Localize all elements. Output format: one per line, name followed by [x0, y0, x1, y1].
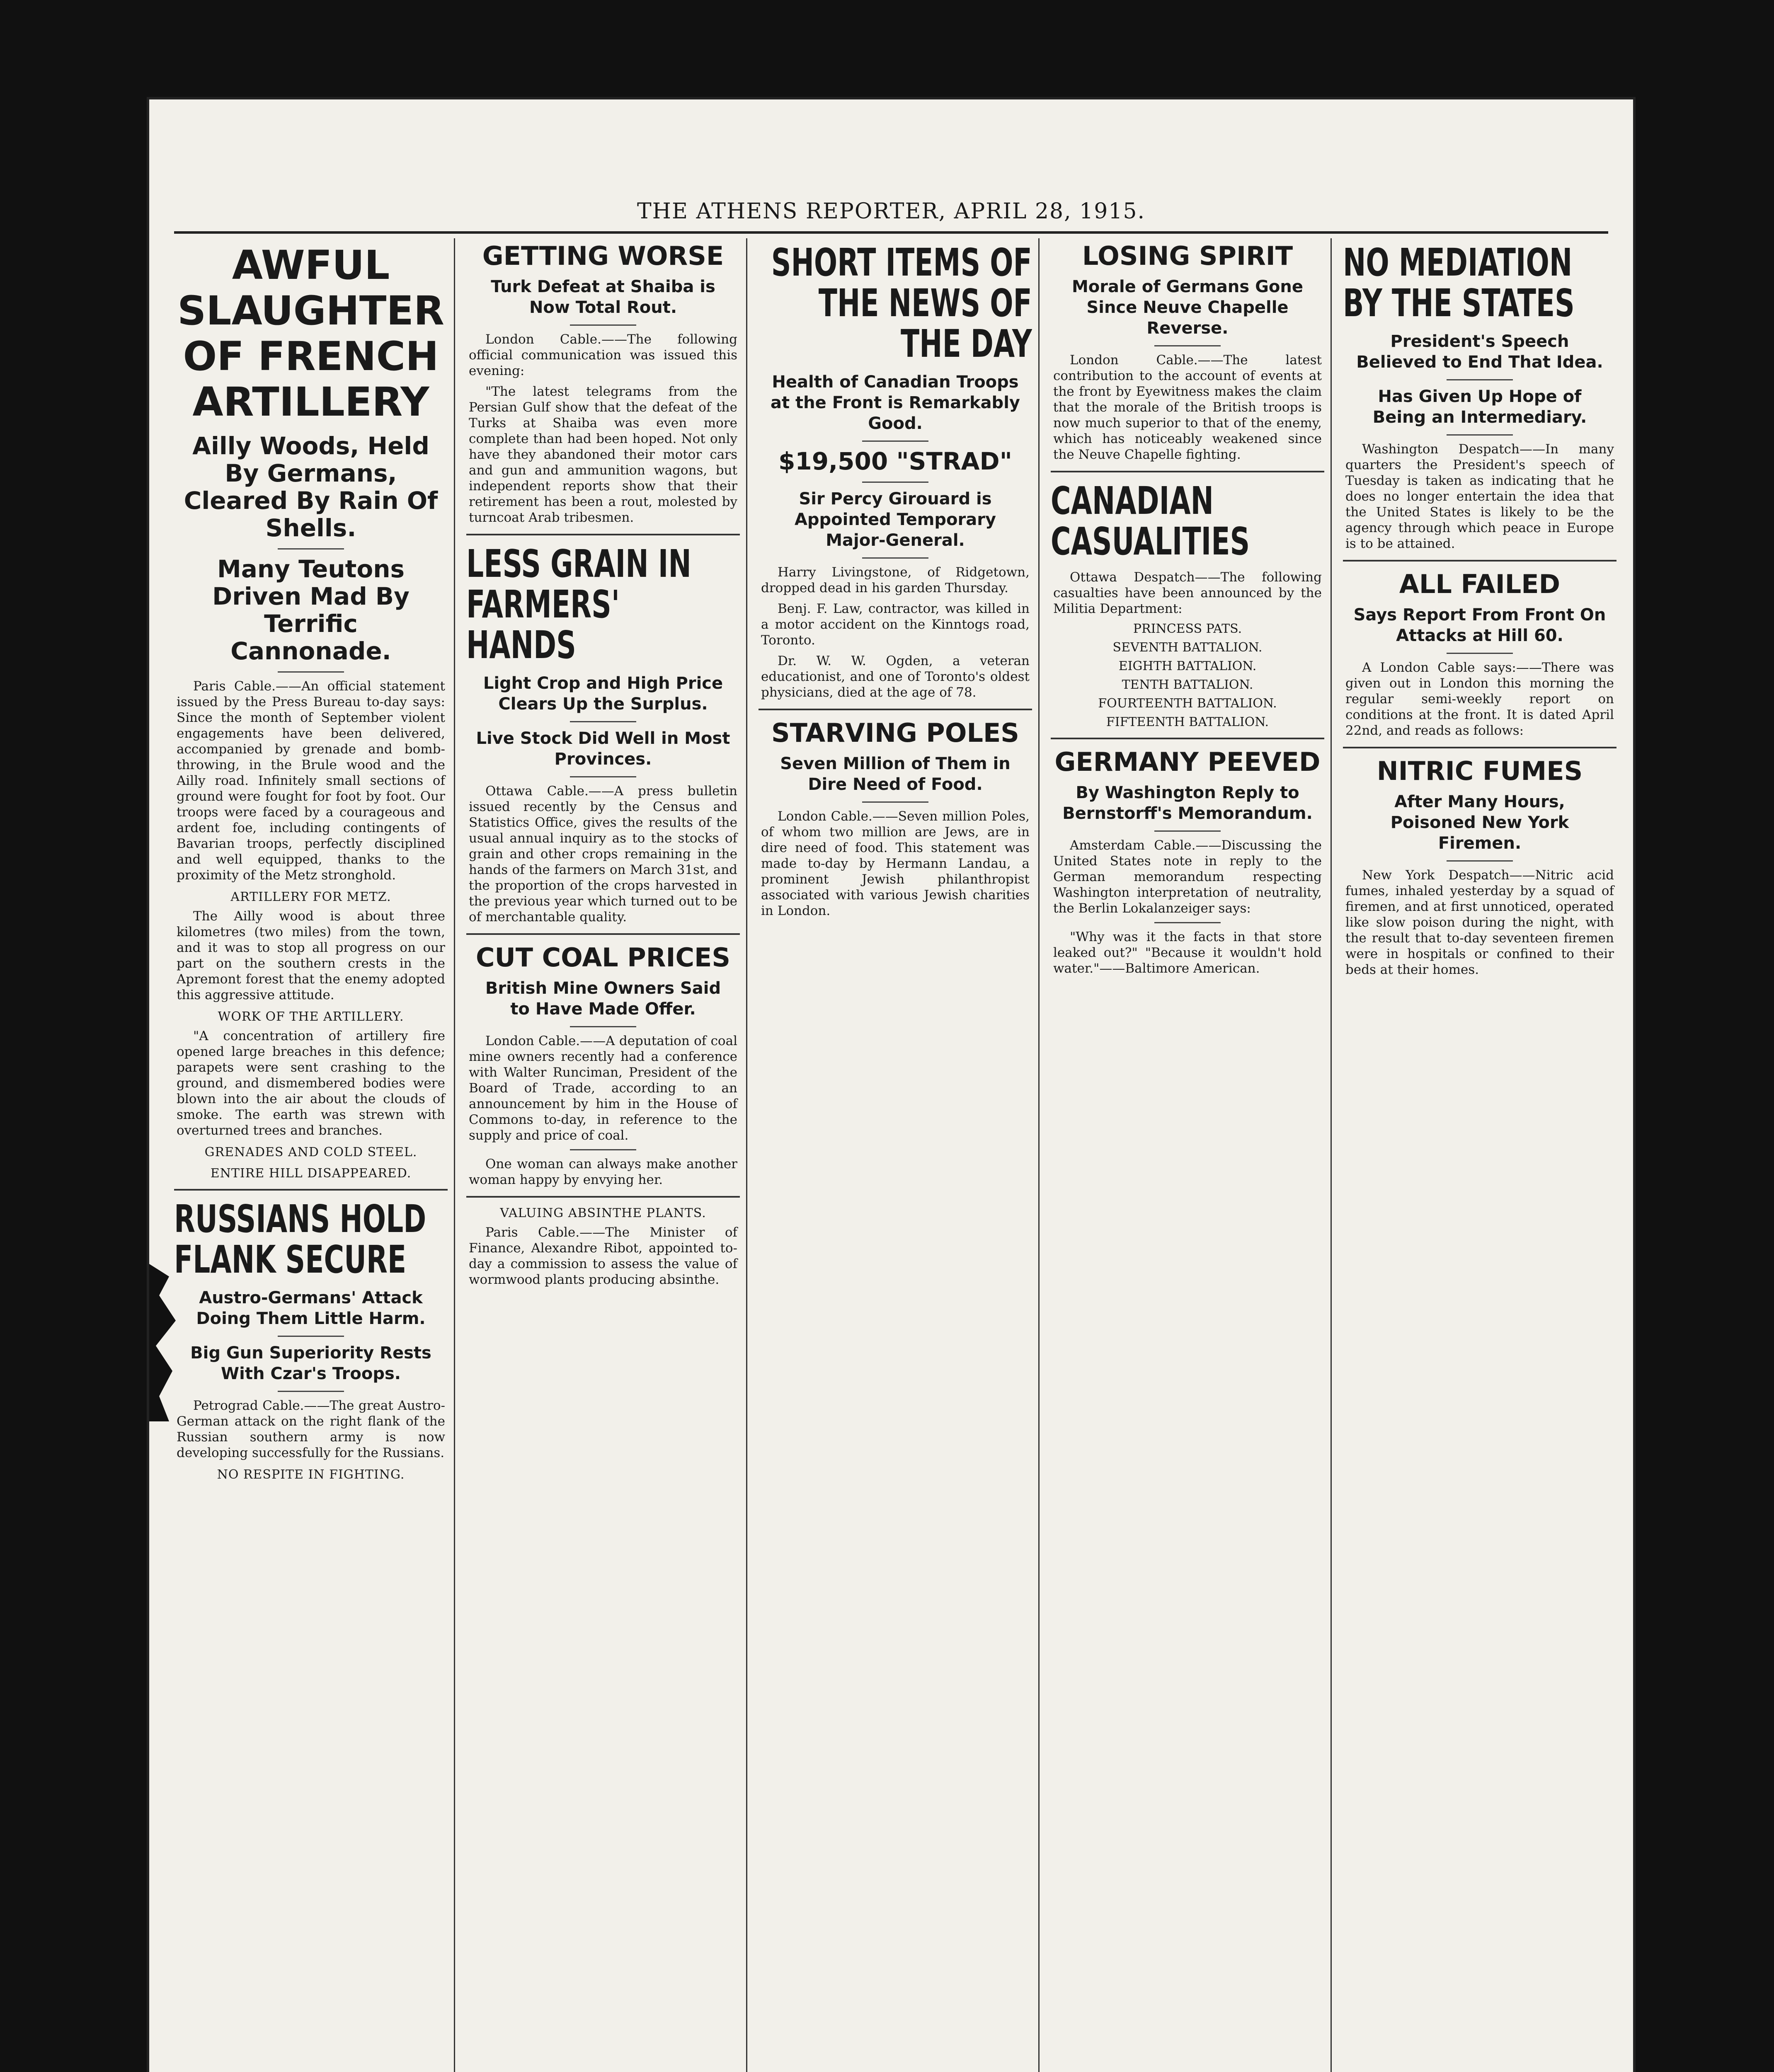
column-rule — [454, 238, 455, 2072]
article-artillery — [174, 242, 448, 1181]
divider — [570, 1026, 636, 1027]
headline: CANADIAN CASUALITIES — [1051, 479, 1250, 564]
paragraph: A London Cable says:——There was given out in London this morning the regular semi-weekly report on conditions at the front. It is dated April 22nd, and reads as follows: — [1345, 660, 1614, 738]
paragraph: Benj. F. Law, contractor, was killed in a motor accident on the Kinntogs road, Toronto. — [761, 601, 1030, 648]
divider — [278, 548, 344, 549]
deck: Health of Canadian Troops at the Front is Remarkably Good. — [771, 373, 1020, 433]
subhead: TENTH BATTALION. — [1122, 678, 1253, 692]
deck: After Many Hours, Poisoned New York Firemen. — [1390, 792, 1569, 853]
deck: Morale of Germans Gone Since Neuve Chapelle Reverse. — [1071, 277, 1304, 338]
paragraph: "The latest telegrams from the Persian Gulf show that the defeat of the Turks at Shaiba was even more complete than had been hoped. Not only have they abandoned their motor cars and gun and ammunition wagons, but independent reports show that their retirement has been a rout, molested by turncoat Arab tribesmen. — [469, 384, 737, 525]
paragraph: Paris Cable.——The Minister of Finance, Alexandre Ribot, appointed to-day a commission to assess the value of wormwood plants producing absinthe. — [469, 1225, 737, 1287]
subhead: VALUING ABSINTHE PLANTS. — [500, 1206, 706, 1220]
article-casualties — [1051, 481, 1324, 729]
divider — [862, 482, 928, 483]
divider — [862, 557, 928, 559]
article-divider — [1051, 738, 1324, 739]
article-starving-poles — [759, 719, 1032, 919]
column-2 — [466, 238, 740, 2072]
divider — [570, 721, 636, 722]
article-divider — [174, 1189, 448, 1191]
headline: NO MEDIATION BY THE STATES — [1343, 240, 1575, 325]
deck: Big Gun Superiority Rests With Czar's Troops. — [190, 1343, 431, 1383]
paragraph: "Why was it the facts in that store leaked out?" "Because it wouldn't hold water."——Baltimore American. — [1053, 929, 1322, 976]
divider — [278, 671, 344, 673]
paragraph: Dr. W. W. Ogden, a veteran educationist, and one of Toronto's oldest physicians, died at the age of 78. — [761, 654, 1030, 700]
deck: Seven Million of Them in Dire Need of Food. — [780, 754, 1011, 794]
article-divider — [1343, 560, 1616, 562]
paragraph: Petrograd Cable.——The great Austro-German attack on the right flank of the Russian southern army is now developing successfully for the Russians. — [177, 1398, 445, 1460]
divider — [278, 1391, 344, 1392]
divider — [570, 776, 636, 777]
masthead-rule — [174, 231, 1608, 234]
column-rule — [1038, 238, 1040, 2072]
column-3 — [759, 238, 1032, 2072]
article-getting-worse — [466, 242, 740, 525]
paragraph: New York Despatch——Nitric acid fumes, inhaled yesterday by a squad of firemen, and at first unnoticed, operated like slow poison during the night, with the result that to-day seventeen firemen were in hospitals or confined to their beds at their homes. — [1345, 868, 1614, 977]
subhead: FOURTEENTH BATTALION. — [1098, 696, 1277, 711]
subhead: PRINCESS PATS. — [1133, 622, 1242, 636]
divider — [1154, 830, 1221, 832]
article-nitric-fumes — [1343, 757, 1616, 978]
article-less-grain — [466, 544, 740, 925]
divider — [862, 441, 928, 442]
article-divider — [466, 1196, 740, 1198]
deck: Turk Defeat at Shaiba is Now Total Rout. — [491, 277, 715, 317]
column-5 — [1343, 238, 1616, 2072]
deck: By Washington Reply to Bernstorff's Memorandum. — [1062, 783, 1313, 823]
article-divider — [466, 933, 740, 935]
subhead: WORK OF THE ARTILLERY. — [218, 1009, 404, 1024]
subhead: GRENADES AND COLD STEEL. — [204, 1145, 417, 1159]
paragraph: Ottawa Cable.——A press bulletin issued recently by the Census and Statistics Office, gives the results of the usual annual inquiry as to the stocks of grain and other crops remaining in the hands of the farmers on March 31st, and the proportion of the crops harvested in the previous year which turned out to be of merchantable quality. — [469, 784, 737, 925]
divider — [1154, 345, 1221, 346]
divider — [278, 1336, 344, 1337]
divider — [1154, 922, 1221, 923]
deck: Light Crop and High Price Clears Up the Surplus. — [483, 674, 723, 714]
subhead: SEVENTH BATTALION. — [1112, 640, 1263, 655]
headline: GETTING WORSE — [482, 241, 724, 271]
paragraph: Amsterdam Cable.——Discussing the United States note in reply to the German memorandum respecting Washington interpretation of neutrality, the Berlin Lokalanzeiger says: — [1053, 838, 1322, 916]
subhead: EIGHTH BATTALION. — [1118, 659, 1257, 673]
headline: ALL FAILED — [1399, 569, 1561, 599]
headline: LESS GRAIN IN FARMERS' HANDS — [466, 542, 691, 667]
deck: Live Stock Did Well in Most Provinces. — [476, 729, 730, 769]
paragraph: London Cable.——A deputation of coal mine owners recently had a conference with Walter Runciman, President of the Board of Trade, according to an announcement by him in the House of Commons to-day, in reference to the supply and price of coal. — [469, 1034, 737, 1143]
headline: SHORT ITEMS OF THE NEWS OF THE DAY — [771, 240, 1032, 366]
deck: Sir Percy Girouard is Appointed Temporary Major-General. — [794, 489, 996, 550]
headline: STARVING POLES — [771, 718, 1019, 748]
subhead: NO RESPITE IN FIGHTING. — [217, 1467, 405, 1482]
divider — [570, 324, 636, 326]
headline: NITRIC FUMES — [1377, 756, 1583, 786]
deck: Says Report From Front On Attacks at Hill 60. — [1353, 605, 1606, 645]
article-absinthe — [466, 1206, 740, 1288]
article-divider — [1343, 747, 1616, 748]
deck: British Mine Owners Said to Have Made Offer. — [485, 979, 721, 1019]
divider — [862, 801, 928, 803]
headline: AWFUL SLAUGHTER OF FRENCH ARTILLERY — [177, 242, 444, 425]
article-divider — [466, 534, 740, 535]
paragraph: One woman can always make another woman happy by envying her. — [469, 1157, 737, 1187]
divider — [570, 1149, 636, 1150]
deck: Ailly Woods, Held By Germans, Cleared By Rain Of Shells. — [184, 432, 438, 542]
column-rule — [1330, 238, 1332, 2072]
deck: President's Speech Believed to End That Idea. — [1356, 332, 1603, 372]
deck: Many Teutons Driven Mad By Terrific Cannonade. — [212, 555, 410, 665]
paragraph: London Cable.——The following official communication was issued this evening: — [469, 332, 737, 378]
paragraph: The Ailly wood is about three kilometres (two miles) from the town, and it was to stop all progress on our part on the southern crests in the Apremont forest that the enemy adopted this aggressive attitude. — [177, 909, 445, 1002]
paragraph: Paris Cable.——An official statement issued by the Press Bureau to-day says: Since the month of September violent engagements have been delivered, accompanied by grenade and bomb-throwing, in the Brule wood and the Ailly road. Infinitely small sections of ground were fought for foot by foot. Our troops were faced by a courageous and ardent foe, including contingents of Bavarian troops, perfectly disciplined and well equipped, thanks to the proximity of the Metz stronghold. — [177, 679, 445, 883]
paragraph: London Cable.——The latest contribution to the account of events at the front by Eyewitness makes the claim that the morale of the British troops is now much superior to that of the enemy, which has noticeably weakened since the Neuve Chapelle fighting. — [1053, 353, 1322, 462]
headline: RUSSIANS HOLD FLANK SECURE — [174, 1197, 427, 1282]
subhead: FIFTEENTH BATTALION. — [1106, 715, 1269, 729]
article-divider — [1051, 471, 1324, 472]
divider — [1447, 653, 1513, 654]
column-4 — [1051, 238, 1324, 2072]
divider — [1447, 379, 1513, 380]
paragraph: "A concentration of artillery fire opened large breaches in this defence; parapets were sent crashing to the ground, and dismembered bodies were blown into the air about the clouds of smoke. The earth was strewn with overturned trees and branches. — [177, 1029, 445, 1138]
paragraph: Washington Despatch——In many quarters the President's speech of Tuesday is taken as indicating that he does no longer entertain the idea that the United States is likely to be the agency through which peace in Europe is to be attained. — [1345, 442, 1614, 551]
article-divider — [759, 709, 1032, 710]
paragraph: Ottawa Despatch——The following casualties have been announced by the Militia Department: — [1053, 570, 1322, 616]
masthead: THE ATHENS REPORTER, APRIL 28, 1915. — [637, 199, 1146, 224]
headline: LOSING SPIRIT — [1082, 241, 1293, 271]
newspaper-page — [149, 99, 1633, 2072]
column-rule — [746, 238, 747, 2072]
paragraph: London Cable.——Seven million Poles, of whom two million are Jews, are in dire need of food. This statement was made to-day by Hermann Landau, a prominent Jewish philanthropist associated with various Jewish charities in London. — [761, 809, 1030, 918]
deck: Has Given Up Hope of Being an Intermediary. — [1372, 387, 1587, 427]
paragraph: Harry Livingstone, of Ridgetown, dropped dead in his garden Thursday. — [761, 565, 1030, 595]
divider — [1447, 434, 1513, 436]
divider — [1447, 860, 1513, 862]
article-russians — [174, 1199, 448, 1482]
deck: Austro-Germans' Attack Doing Them Little Harm. — [196, 1288, 426, 1328]
article-germany-peeved — [1051, 748, 1324, 976]
subhead: ARTILLERY FOR METZ. — [230, 890, 391, 904]
article-short-items — [759, 242, 1032, 700]
article-all-failed — [1343, 570, 1616, 738]
deck: $19,500 "STRAD" — [778, 447, 1012, 475]
headline: CUT COAL PRICES — [475, 942, 731, 973]
headline: GERMANY PEEVED — [1054, 747, 1321, 777]
article-coal-prices — [466, 943, 740, 1188]
subhead: ENTIRE HILL DISAPPEARED. — [210, 1166, 412, 1181]
column-1 — [174, 238, 448, 2072]
article-losing-spirit — [1051, 242, 1324, 462]
article-no-mediation — [1343, 242, 1616, 552]
